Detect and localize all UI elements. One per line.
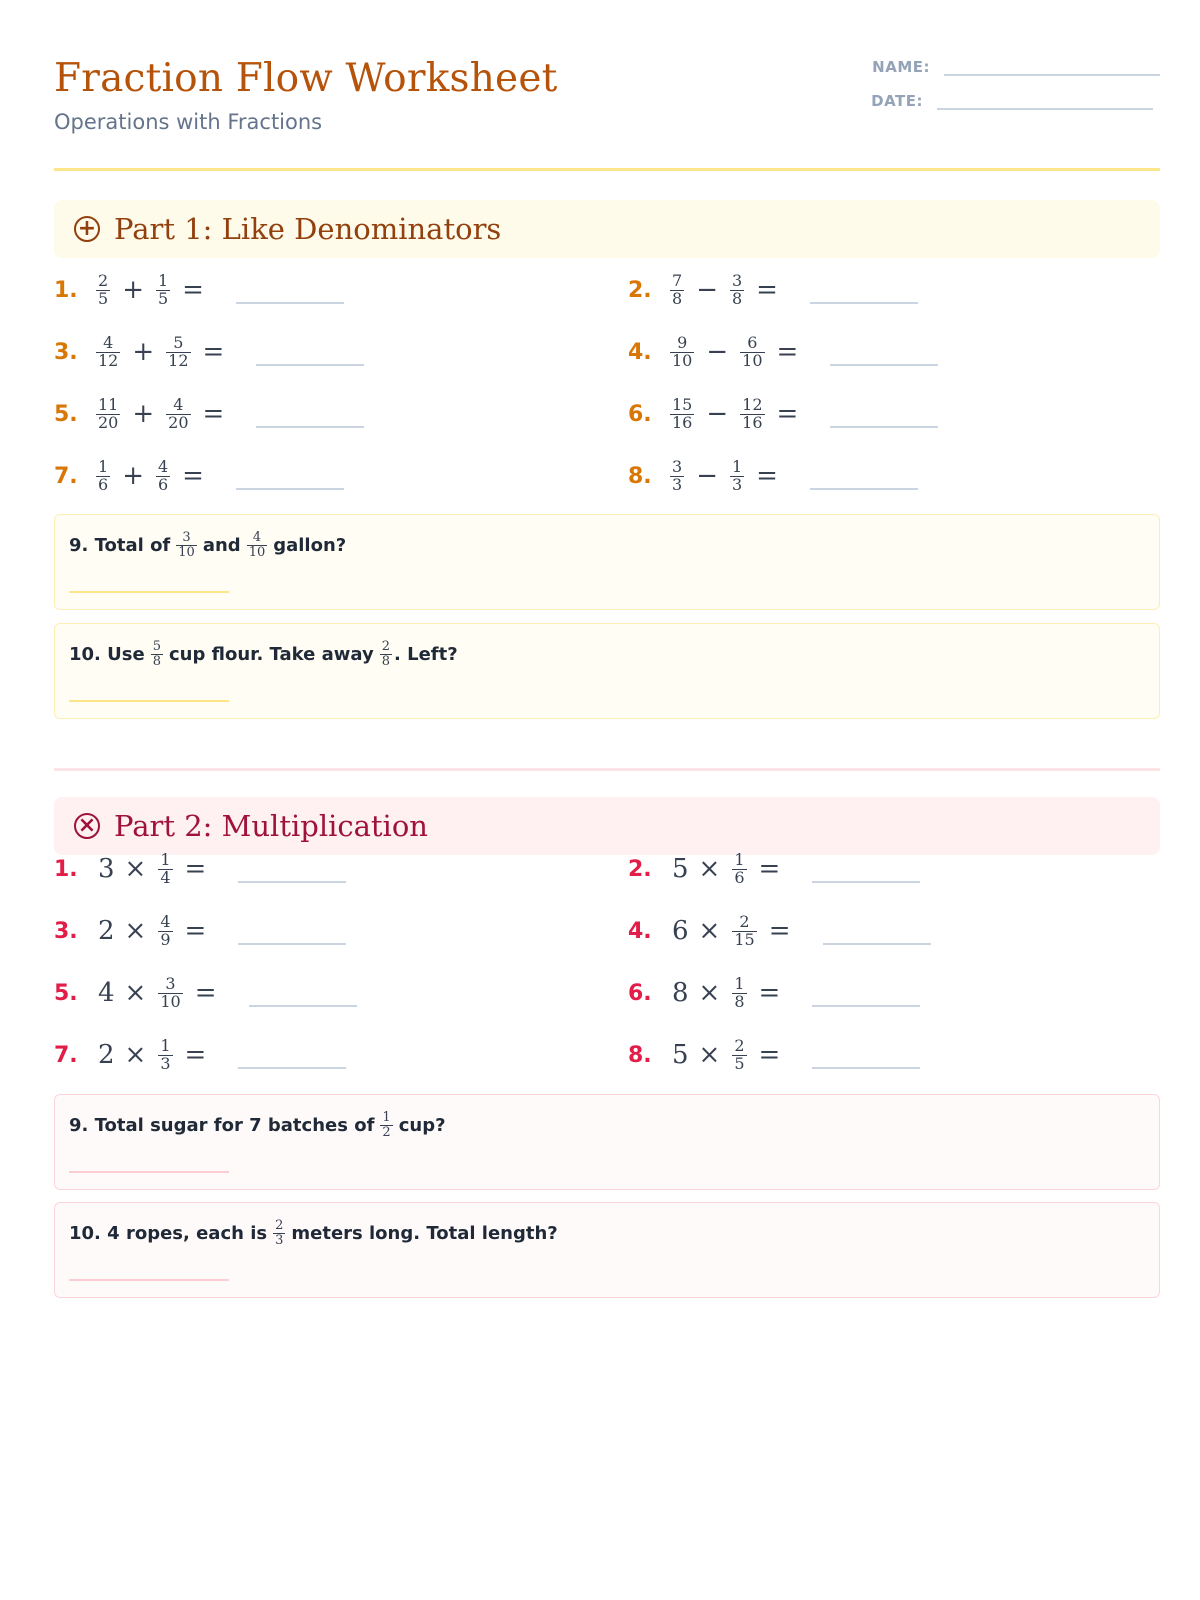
equals-sign: = <box>202 399 225 429</box>
equals-sign: = <box>758 978 781 1008</box>
page-subtitle: Operations with Fractions <box>54 110 323 134</box>
problem-expression <box>94 332 234 370</box>
denominator: 16 <box>742 412 763 432</box>
answer-line[interactable] <box>236 302 344 304</box>
numerator: 1 <box>160 1035 171 1055</box>
problem-expression <box>94 973 227 1011</box>
equals-sign: = <box>182 275 204 305</box>
fraction <box>96 456 110 494</box>
times-circle-icon: × <box>74 813 100 839</box>
operator: × <box>124 916 147 946</box>
problem-number: 7. <box>54 1042 78 1068</box>
answer-line[interactable] <box>236 488 344 490</box>
name-field[interactable] <box>872 56 1160 76</box>
answer-line[interactable] <box>249 1005 357 1007</box>
denominator: 9 <box>160 929 171 949</box>
word-text: 9. Total of <box>69 534 171 556</box>
answer-line[interactable] <box>812 1005 920 1007</box>
answer-line[interactable] <box>238 881 346 883</box>
operator: × <box>698 1040 721 1070</box>
header-divider <box>54 168 1160 171</box>
denominator: 10 <box>672 350 693 370</box>
part1-problem <box>54 387 364 441</box>
worksheet-header <box>54 56 1160 166</box>
problem-expression <box>94 270 214 308</box>
fraction <box>156 270 170 308</box>
whole-number: 3 <box>98 854 115 884</box>
problem-expression <box>94 394 234 432</box>
fraction <box>670 456 684 494</box>
answer-line[interactable] <box>830 364 938 366</box>
answer-line[interactable] <box>812 881 920 883</box>
fraction <box>732 1035 746 1073</box>
fraction: $\frac{2}{8}$ <box>381 638 391 669</box>
operator: − <box>696 461 718 491</box>
operator: × <box>124 1040 147 1070</box>
word-text: and <box>202 534 241 556</box>
equals-sign: = <box>756 461 778 491</box>
part2-word-problem-10 <box>54 1202 1160 1298</box>
numerator: 11 <box>98 394 119 414</box>
denominator: 16 <box>672 412 693 432</box>
operator: + <box>122 461 144 491</box>
part2-problem <box>54 1028 346 1082</box>
denominator: 8 <box>731 288 743 308</box>
word-text: cup? <box>398 1114 446 1136</box>
problem-number: 6. <box>628 980 652 1006</box>
fraction <box>732 911 756 949</box>
part2-problem <box>54 842 346 896</box>
whole-number: 8 <box>672 978 689 1008</box>
denominator: 6 <box>734 867 745 887</box>
date-field[interactable] <box>871 90 1153 110</box>
part1-problem <box>54 325 364 379</box>
operator: + <box>122 275 144 305</box>
problem-expression <box>668 911 801 949</box>
numerator: 1 <box>160 849 171 869</box>
whole-number: 5 <box>672 1040 689 1070</box>
date-input-line[interactable] <box>937 90 1153 110</box>
word-text: 10. 4 ropes, each is <box>69 1222 268 1244</box>
whole-number: 2 <box>98 1040 115 1070</box>
answer-line[interactable] <box>256 364 364 366</box>
denominator: 20 <box>98 412 119 432</box>
fraction <box>166 394 190 432</box>
denominator: 15 <box>734 929 755 949</box>
whole-number: 2 <box>98 916 115 946</box>
equals-sign: = <box>758 1040 781 1070</box>
word-question <box>69 1109 1145 1141</box>
denominator: 6 <box>157 474 169 494</box>
denominator: 3 <box>672 474 683 494</box>
answer-line[interactable] <box>238 1067 346 1069</box>
equals-sign: = <box>202 337 225 367</box>
denominator: 12 <box>168 350 189 370</box>
equals-sign: = <box>768 916 791 946</box>
fraction <box>158 911 172 949</box>
fraction <box>670 332 694 370</box>
problem-expression <box>668 456 788 494</box>
operator: × <box>124 978 147 1008</box>
problem-number: 5. <box>54 401 78 427</box>
problem-number: 1. <box>54 856 78 882</box>
problem-number: 8. <box>628 1042 652 1068</box>
numerator: 9 <box>677 332 688 352</box>
equals-sign: = <box>194 978 217 1008</box>
problem-number: 8. <box>628 463 652 489</box>
fraction <box>730 456 744 494</box>
fraction <box>730 270 744 308</box>
problem-number: 2. <box>628 277 652 303</box>
word-text: . Left? <box>394 643 458 665</box>
fraction <box>158 1035 172 1073</box>
word-text: meters long. Total length? <box>291 1222 558 1244</box>
word-text: 9. Total sugar for 7 batches of <box>69 1114 375 1136</box>
numerator: 3 <box>165 973 176 993</box>
numerator: 1 <box>157 270 169 290</box>
numerator: 4 <box>160 911 171 931</box>
name-label: NAME: <box>872 58 930 76</box>
part1-problem <box>628 449 918 503</box>
word-question <box>69 638 1145 670</box>
problem-number: 4. <box>628 339 652 365</box>
equals-sign: = <box>776 399 799 429</box>
fraction <box>732 973 746 1011</box>
denominator: 10 <box>160 991 181 1011</box>
numerator: 4 <box>157 456 169 476</box>
equals-sign: = <box>776 337 799 367</box>
fraction <box>156 456 170 494</box>
equals-sign: = <box>182 461 204 491</box>
denominator: 4 <box>160 867 171 887</box>
equals-sign: = <box>184 916 207 946</box>
name-input-line[interactable] <box>944 56 1160 76</box>
problem-number: 3. <box>54 339 78 365</box>
answer-line[interactable] <box>823 943 931 945</box>
numerator: 3 <box>672 456 683 476</box>
numerator: 2 <box>98 270 109 290</box>
denominator: 10 <box>742 350 763 370</box>
numerator: 7 <box>672 270 683 290</box>
fraction <box>740 332 764 370</box>
part1-problem <box>628 325 938 379</box>
fraction: $\frac{4}{10}$ <box>248 529 266 560</box>
part1-header <box>54 200 1160 258</box>
problem-expression <box>668 849 790 887</box>
part2-word-problem-9 <box>54 1094 1160 1190</box>
answer-line[interactable] <box>238 943 346 945</box>
part1-problem <box>54 263 344 317</box>
fraction <box>732 849 746 887</box>
part1-problem <box>628 263 918 317</box>
numerator: 6 <box>747 332 758 352</box>
denominator: 5 <box>734 1053 745 1073</box>
answer-line[interactable] <box>69 591 229 593</box>
problem-number: 5. <box>54 980 78 1006</box>
operator: − <box>696 275 718 305</box>
operator: × <box>124 854 147 884</box>
operator: × <box>698 916 721 946</box>
numerator: 12 <box>742 394 763 414</box>
part2-problem <box>628 842 920 896</box>
part1-problem <box>628 387 938 441</box>
answer-line[interactable] <box>810 488 918 490</box>
numerator: 15 <box>672 394 693 414</box>
denominator: 5 <box>98 288 109 308</box>
denominator: 3 <box>731 474 743 494</box>
equals-sign: = <box>756 275 778 305</box>
plus-circle-icon: + <box>74 216 100 242</box>
fraction <box>670 270 684 308</box>
whole-number: 6 <box>672 916 689 946</box>
numerator: 4 <box>173 394 184 414</box>
word-question <box>69 529 1145 561</box>
fraction <box>166 332 190 370</box>
denominator: 3 <box>160 1053 171 1073</box>
answer-line[interactable] <box>830 426 938 428</box>
problem-expression <box>94 911 216 949</box>
denominator: 20 <box>168 412 189 432</box>
fraction <box>670 394 694 432</box>
numerator: 4 <box>103 332 114 352</box>
word-text: gallon? <box>273 534 347 556</box>
answer-line[interactable] <box>69 1279 229 1281</box>
worksheet-page <box>54 0 1160 1600</box>
part1-title: Part 1: Like Denominators <box>114 212 502 246</box>
fraction: $\frac{2}{3}$ <box>275 1217 284 1248</box>
part2-problem <box>628 1028 920 1082</box>
denominator: 8 <box>672 288 683 308</box>
denominator: 5 <box>157 288 169 308</box>
answer-line[interactable] <box>256 426 364 428</box>
part2-title: Part 2: Multiplication <box>114 809 428 843</box>
problem-number: 6. <box>628 401 652 427</box>
answer-line[interactable] <box>810 302 918 304</box>
equals-sign: = <box>184 854 207 884</box>
operator: − <box>706 337 729 367</box>
part2-problem <box>54 904 346 958</box>
fraction: $\frac{3}{10}$ <box>178 529 195 560</box>
answer-line[interactable] <box>69 1171 229 1173</box>
word-text: cup flour. Take away <box>168 643 374 665</box>
numerator: 1 <box>734 973 745 993</box>
equals-sign: = <box>184 1040 207 1070</box>
denominator: 6 <box>98 474 109 494</box>
problem-number: 4. <box>628 918 652 944</box>
fraction <box>740 394 764 432</box>
part1-problem <box>54 449 344 503</box>
fraction <box>96 394 120 432</box>
numerator: 2 <box>734 1035 745 1055</box>
problem-number: 2. <box>628 856 652 882</box>
equals-sign: = <box>758 854 781 884</box>
problem-expression <box>668 973 790 1011</box>
word-question <box>69 1217 1145 1249</box>
problem-expression <box>668 394 808 432</box>
section-divider <box>54 768 1160 771</box>
numerator: 1 <box>98 456 109 476</box>
problem-expression <box>94 849 216 887</box>
fraction <box>158 849 172 887</box>
part2-problem <box>54 966 357 1020</box>
whole-number: 5 <box>672 854 689 884</box>
denominator: 8 <box>734 991 745 1011</box>
date-label: DATE: <box>871 92 923 110</box>
part2-problem <box>628 966 920 1020</box>
numerator: 3 <box>731 270 743 290</box>
numerator: 1 <box>731 456 743 476</box>
operator: + <box>132 337 155 367</box>
part1-word-problem-10 <box>54 623 1160 719</box>
numerator: 2 <box>739 911 750 931</box>
word-text: 10. Use <box>69 643 145 665</box>
problem-expression <box>668 270 788 308</box>
operator: × <box>698 978 721 1008</box>
problem-number: 1. <box>54 277 78 303</box>
whole-number: 4 <box>98 978 115 1008</box>
answer-line[interactable] <box>69 700 229 702</box>
fraction <box>158 973 182 1011</box>
fraction <box>96 332 120 370</box>
page-title: Fraction Flow Worksheet <box>54 56 558 101</box>
problem-expression <box>94 456 214 494</box>
problem-expression <box>668 1035 790 1073</box>
denominator: 12 <box>98 350 119 370</box>
problem-number: 3. <box>54 918 78 944</box>
fraction: $\frac{1}{2}$ <box>382 1109 391 1140</box>
operator: − <box>706 399 729 429</box>
numerator: 1 <box>734 849 745 869</box>
problem-expression <box>668 332 808 370</box>
part2-problem <box>628 904 931 958</box>
operator: + <box>132 399 155 429</box>
problem-expression <box>94 1035 216 1073</box>
part1-word-problem-9 <box>54 514 1160 610</box>
numerator: 5 <box>173 332 184 352</box>
fraction: $\frac{5}{8}$ <box>152 638 161 669</box>
fraction <box>96 270 110 308</box>
operator: × <box>698 854 721 884</box>
problem-number: 7. <box>54 463 78 489</box>
answer-line[interactable] <box>812 1067 920 1069</box>
